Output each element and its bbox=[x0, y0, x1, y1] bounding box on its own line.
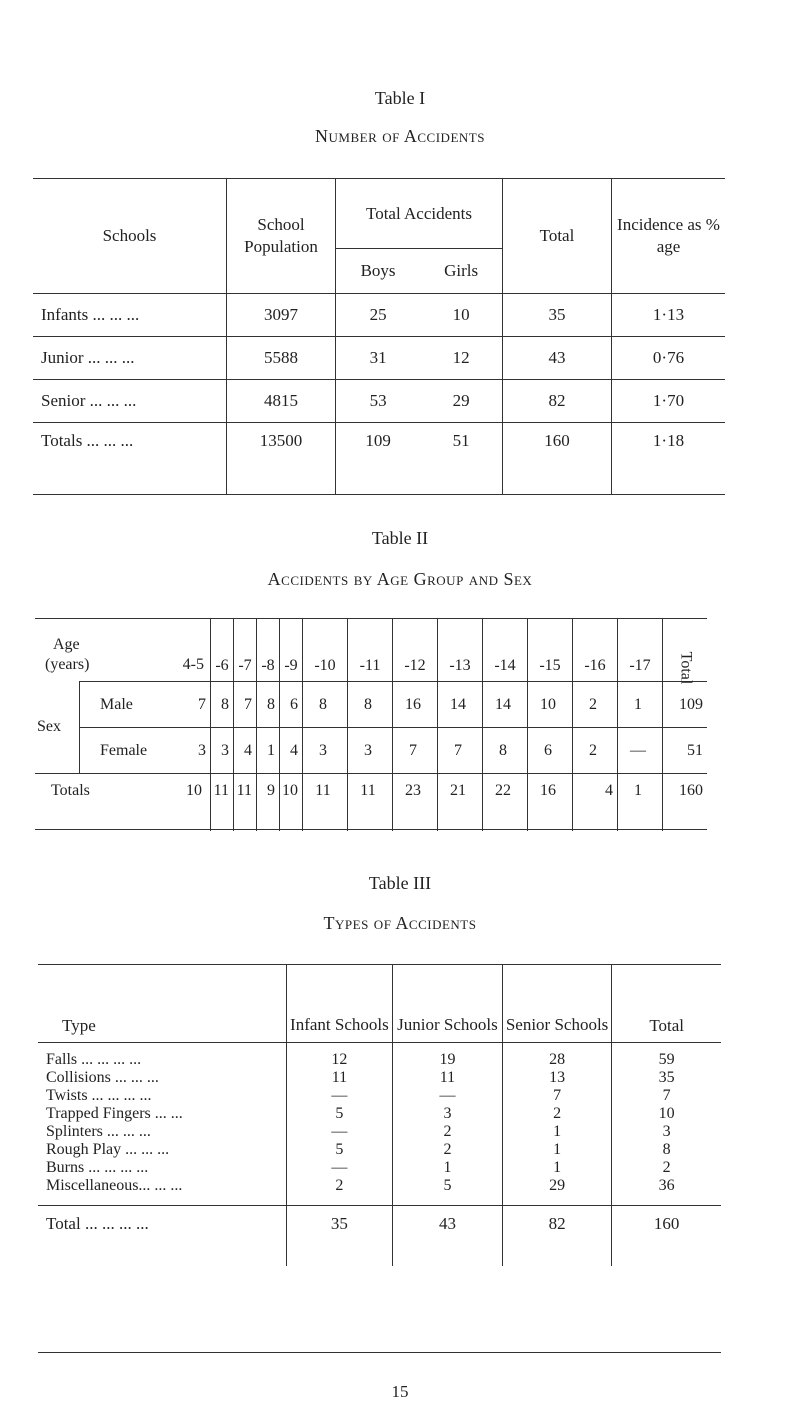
header-total: Total bbox=[503, 179, 612, 294]
cell: 3 bbox=[348, 728, 393, 774]
row-total: 160 bbox=[503, 423, 612, 495]
header-total: Total bbox=[612, 965, 721, 1043]
cell: 28 bbox=[502, 1043, 612, 1070]
row-type: Total ... ... ... ... bbox=[38, 1206, 286, 1266]
cell: 10 bbox=[612, 1105, 721, 1123]
cell: — bbox=[618, 728, 663, 774]
cell: 36 bbox=[612, 1177, 721, 1206]
row-boys: 31 bbox=[336, 337, 421, 380]
cell: 7 bbox=[234, 682, 257, 728]
table2-subtitle: Accidents by Age Group and Sex bbox=[267, 569, 533, 589]
cell: 5 bbox=[393, 1177, 503, 1206]
age-group-5: -10 bbox=[303, 619, 348, 682]
table-row-totals bbox=[35, 774, 707, 831]
table-row bbox=[38, 1087, 721, 1105]
row-label: Totals 10 bbox=[35, 774, 211, 831]
row-boys: 109 bbox=[336, 423, 421, 495]
header-senior: Senior Schools bbox=[502, 965, 612, 1043]
table1 bbox=[33, 178, 725, 495]
header-schools: Schools bbox=[33, 179, 227, 294]
cell: 82 bbox=[502, 1206, 612, 1266]
cell: 3 bbox=[393, 1105, 503, 1123]
row-total: 109 bbox=[663, 682, 708, 728]
table-row-total bbox=[38, 1206, 721, 1266]
cell: 2 bbox=[612, 1159, 721, 1177]
cell: 160 bbox=[612, 1206, 721, 1266]
table2 bbox=[35, 618, 707, 831]
row-incidence: 1·18 bbox=[612, 423, 726, 495]
row-girls: 51 bbox=[420, 423, 502, 495]
page-number: 15 bbox=[391, 1382, 409, 1401]
age-group-8: -13 bbox=[438, 619, 483, 682]
header-girls: Girls bbox=[420, 249, 502, 294]
age-group-9: -14 bbox=[483, 619, 528, 682]
row-school: Junior ... ... ... bbox=[33, 337, 227, 380]
cell: 7 bbox=[502, 1087, 612, 1105]
years-label: (years) bbox=[45, 656, 90, 673]
cell: 16 bbox=[393, 682, 438, 728]
cell: — bbox=[286, 1159, 393, 1177]
age-group-2: -7 bbox=[234, 619, 257, 682]
header-incidence: Incidence as % age bbox=[612, 179, 726, 294]
age-group-4: -9 bbox=[280, 619, 303, 682]
table-row bbox=[38, 1105, 721, 1123]
table-row bbox=[38, 1159, 721, 1177]
age-group-1: -6 bbox=[211, 619, 234, 682]
header-junior: Junior Schools bbox=[393, 965, 503, 1043]
cell: 9 bbox=[257, 774, 280, 831]
table2-title: Table II bbox=[371, 528, 429, 548]
row-type: Burns ... ... ... ... bbox=[46, 1159, 149, 1176]
cell: 10 bbox=[280, 774, 303, 831]
cell: 29 bbox=[502, 1177, 612, 1206]
cell: 4 bbox=[573, 774, 618, 831]
cell: — bbox=[393, 1087, 503, 1105]
table-row bbox=[38, 1069, 721, 1087]
cell: 8 bbox=[348, 682, 393, 728]
cell: 3 bbox=[211, 728, 234, 774]
age-group-3: -8 bbox=[257, 619, 280, 682]
table1-title: Table I bbox=[374, 88, 426, 108]
cell: 3 bbox=[612, 1123, 721, 1141]
cell: 43 bbox=[393, 1206, 503, 1266]
sex-label: Sex bbox=[37, 718, 61, 736]
row-label: Male 7 bbox=[80, 682, 211, 728]
cell: 1 bbox=[257, 728, 280, 774]
cell: 19 bbox=[393, 1043, 503, 1070]
row-type: Twists ... ... ... ... bbox=[46, 1087, 152, 1104]
cell: 11 bbox=[348, 774, 393, 831]
table-row-totals bbox=[33, 423, 725, 495]
row-label: Female 3 bbox=[80, 728, 211, 774]
cell: 8 bbox=[211, 682, 234, 728]
row-incidence: 1·13 bbox=[612, 294, 726, 337]
cell: 11 bbox=[303, 774, 348, 831]
cell: 3 bbox=[303, 728, 348, 774]
table-row-male bbox=[35, 682, 707, 728]
cell: 8 bbox=[303, 682, 348, 728]
row-type: Falls ... ... ... ... bbox=[38, 1043, 286, 1070]
cell: 35 bbox=[286, 1206, 393, 1266]
header-infant: Infant Schools bbox=[286, 965, 393, 1043]
table2-bottom-rule bbox=[35, 829, 707, 830]
header-type: Type bbox=[38, 965, 286, 1043]
cell: 1 bbox=[618, 774, 663, 831]
cell: 4 bbox=[234, 728, 257, 774]
row-type: Collisions ... ... ... bbox=[46, 1069, 159, 1086]
cell: 11 bbox=[211, 774, 234, 831]
table-row bbox=[38, 1141, 721, 1159]
cell: 1 bbox=[618, 682, 663, 728]
header-total-accidents: Total Accidents bbox=[336, 179, 503, 249]
row-girls: 12 bbox=[420, 337, 502, 380]
cell: 14 bbox=[438, 682, 483, 728]
row-school: Infants ... ... ... bbox=[33, 294, 227, 337]
row-type: Miscellaneous... ... ... bbox=[46, 1177, 183, 1194]
row-boys: 53 bbox=[336, 380, 421, 423]
cell: 8 bbox=[483, 728, 528, 774]
table-row bbox=[33, 380, 725, 423]
cell: 2 bbox=[573, 682, 618, 728]
table-row bbox=[38, 1043, 721, 1070]
age-group-7: -12 bbox=[393, 619, 438, 682]
cell: 1 bbox=[502, 1141, 612, 1159]
cell: 16 bbox=[528, 774, 573, 831]
cell: 8 bbox=[257, 682, 280, 728]
cell: 6 bbox=[280, 682, 303, 728]
cell: — bbox=[286, 1123, 393, 1141]
cell: 2 bbox=[393, 1141, 503, 1159]
table3-title: Table III bbox=[368, 873, 432, 893]
row-type: Splinters ... ... ... bbox=[46, 1123, 151, 1140]
row-incidence: 1·70 bbox=[612, 380, 726, 423]
cell: 2 bbox=[286, 1177, 393, 1206]
table-row bbox=[38, 1177, 721, 1206]
row-population: 5588 bbox=[227, 337, 336, 380]
row-total: 160 bbox=[663, 774, 708, 831]
row-school: Senior ... ... ... bbox=[33, 380, 227, 423]
table-row bbox=[38, 1123, 721, 1141]
row-population: 4815 bbox=[227, 380, 336, 423]
row-girls: 29 bbox=[420, 380, 502, 423]
row-total: 51 bbox=[663, 728, 708, 774]
row-total: 82 bbox=[503, 380, 612, 423]
cell: 12 bbox=[286, 1043, 393, 1070]
row-population: 3097 bbox=[227, 294, 336, 337]
age-group-0: 4-5 bbox=[182, 656, 204, 673]
cell: 2 bbox=[393, 1123, 503, 1141]
age-group-10: -15 bbox=[528, 619, 573, 682]
cell: 7 bbox=[393, 728, 438, 774]
table-row bbox=[33, 337, 725, 380]
cell: 13 bbox=[502, 1069, 612, 1087]
age-group-11: -16 bbox=[573, 619, 618, 682]
row-incidence: 0·76 bbox=[612, 337, 726, 380]
header-population: School Population bbox=[227, 179, 336, 294]
table3-subtitle: Types of Accidents bbox=[323, 913, 477, 933]
row-school: Totals ... ... ... bbox=[33, 423, 227, 495]
age-header bbox=[35, 619, 211, 682]
cell: 22 bbox=[483, 774, 528, 831]
cell: 21 bbox=[438, 774, 483, 831]
row-population: 13500 bbox=[227, 423, 336, 495]
age-group-12: -17 bbox=[618, 619, 663, 682]
cell: 59 bbox=[612, 1043, 721, 1070]
row-total: 35 bbox=[503, 294, 612, 337]
total-header bbox=[663, 619, 708, 685]
cell: 14 bbox=[483, 682, 528, 728]
row-boys: 25 bbox=[336, 294, 421, 337]
row-girls: 10 bbox=[420, 294, 502, 337]
age-label: Age bbox=[53, 636, 80, 653]
cell: 35 bbox=[612, 1069, 721, 1087]
cell: 11 bbox=[234, 774, 257, 831]
total-label: Total bbox=[677, 651, 694, 685]
cell: 10 bbox=[528, 682, 573, 728]
cell: 5 bbox=[286, 1141, 393, 1159]
table1-subtitle: Number of Accidents bbox=[315, 126, 485, 146]
cell: 4 bbox=[280, 728, 303, 774]
table3-bottom-rule bbox=[38, 1352, 721, 1353]
cell: 7 bbox=[612, 1087, 721, 1105]
cell: — bbox=[286, 1087, 393, 1105]
row-type: Rough Play ... ... ... bbox=[46, 1141, 170, 1158]
cell: 6 bbox=[528, 728, 573, 774]
cell: 7 bbox=[438, 728, 483, 774]
cell: 5 bbox=[286, 1105, 393, 1123]
row-type: Trapped Fingers ... ... bbox=[46, 1105, 183, 1122]
cell: 2 bbox=[573, 728, 618, 774]
cell: 1 bbox=[502, 1159, 612, 1177]
cell: 11 bbox=[393, 1069, 503, 1087]
cell: 1 bbox=[502, 1123, 612, 1141]
cell: 2 bbox=[502, 1105, 612, 1123]
table-row bbox=[33, 294, 725, 337]
table3 bbox=[38, 964, 721, 1266]
row-total: 43 bbox=[503, 337, 612, 380]
header-boys: Boys bbox=[336, 249, 421, 294]
age-group-6: -11 bbox=[348, 619, 393, 682]
table-row-female bbox=[35, 728, 707, 774]
cell: 1 bbox=[393, 1159, 503, 1177]
cell: 11 bbox=[286, 1069, 393, 1087]
cell: 8 bbox=[612, 1141, 721, 1159]
cell: 23 bbox=[393, 774, 438, 831]
